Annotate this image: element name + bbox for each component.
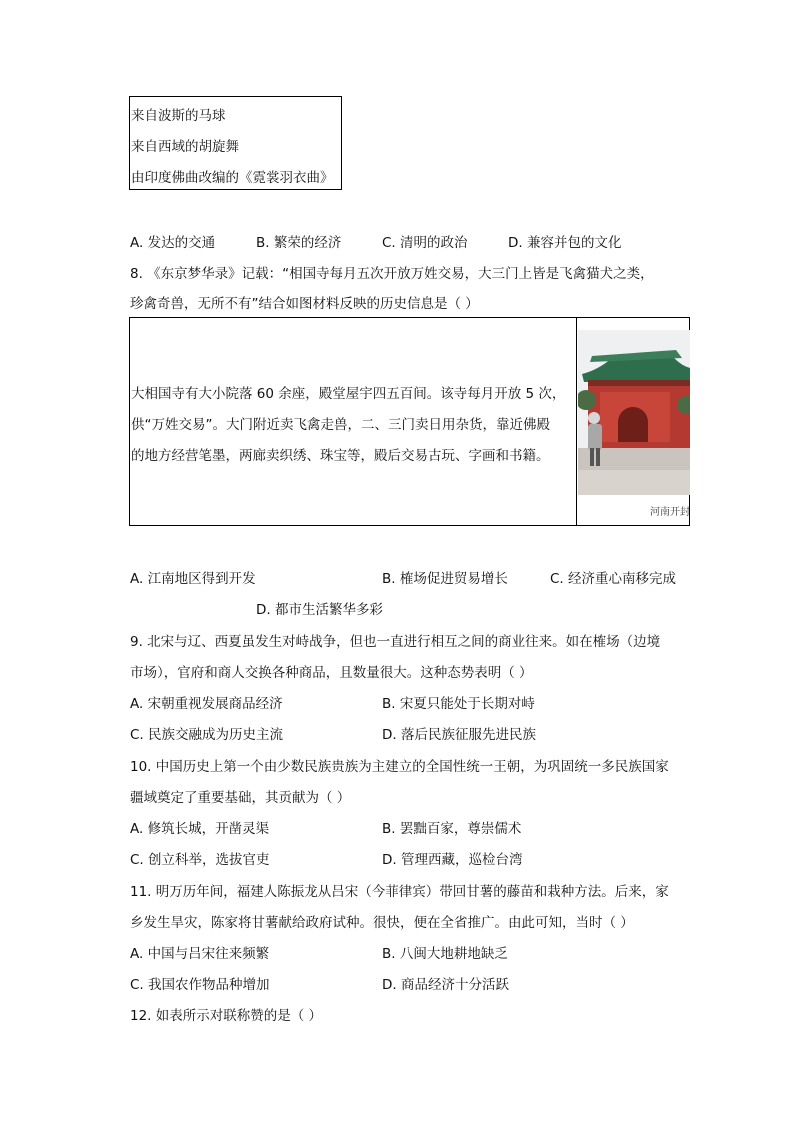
q7-option-c[interactable]: C. 清明的政治 <box>382 235 468 251</box>
q11-stem-line1: 11. 明万历年间，福建人陈振龙从吕宋（今菲律宾）带回甘薯的藤苗和栽种方法。后来，家 <box>130 884 669 900</box>
q11-stem-line2: 乡发生旱灾，陈家将甘薯献给政府试种。很快，便在全省推广。由此可知，当时（ ） <box>130 915 634 931</box>
temple-photo-image <box>578 330 690 495</box>
q11-option-a[interactable]: A. 中国与吕宋往来频繁 <box>130 946 270 962</box>
q10-option-c[interactable]: C. 创立科举，选拔官吏 <box>130 852 270 868</box>
q8-option-c[interactable]: C. 经济重心南移完成 <box>550 571 677 587</box>
q7-material-line: 来自波斯的马球 <box>131 108 226 124</box>
q11-option-b[interactable]: B. 八闽大地耕地缺乏 <box>382 946 508 962</box>
q8-material-table <box>129 317 690 526</box>
temple-photo <box>578 330 690 495</box>
q8-option-a[interactable]: A. 江南地区得到开发 <box>130 571 256 587</box>
q11-option-d[interactable]: D. 商品经济十分活跃 <box>382 977 509 993</box>
q9-stem-line2: 市场），官府和商人交换各种商品，且数量很大。这种态势表明（ ） <box>130 665 533 681</box>
q8-material-line: 的地方经营笔墨，两廊卖织绣、珠宝等，殿后交易古玩、字画和书籍。 <box>131 448 550 464</box>
photo-caption: 河南开封 <box>650 507 690 518</box>
q8-option-d[interactable]: D. 都市生活繁华多彩 <box>256 602 383 618</box>
q10-stem-line1: 10. 中国历史上第一个由少数民族贵族为主建立的全国性统一王朝，为巩固统一多民族国家 <box>130 759 669 775</box>
q9-option-c[interactable]: C. 民族交融成为历史主流 <box>130 727 284 743</box>
q7-option-a[interactable]: A. 发达的交通 <box>130 235 216 251</box>
q8-stem-line1: 8. 《东京梦华录》记载：“相国寺每月五次开放万姓交易，大三门上皆是飞禽猫犬之类， <box>130 266 654 282</box>
q8-option-b[interactable]: B. 榷场促进贸易增长 <box>382 571 508 587</box>
q11-option-c[interactable]: C. 我国农作物品种增加 <box>130 977 270 993</box>
q10-option-d[interactable]: D. 管理西藏，巡检台湾 <box>382 852 523 868</box>
q9-option-b[interactable]: B. 宋夏只能处于长期对峙 <box>382 696 535 712</box>
table-divider <box>576 318 577 525</box>
q10-option-b[interactable]: B. 罢黜百家，尊崇儒术 <box>382 821 522 837</box>
q12-stem: 12. 如表所示对联称赞的是（ ） <box>130 1008 323 1024</box>
q9-option-d[interactable]: D. 落后民族征服先进民族 <box>382 727 536 743</box>
q9-stem-line1: 9. 北宋与辽、西夏虽发生对峙战争，但也一直进行相互之间的商业往来。如在榷场（边境 <box>130 634 661 650</box>
q7-option-d[interactable]: D. 兼容并包的文化 <box>508 235 622 251</box>
q7-material-line: 来自西域的胡旋舞 <box>131 139 239 155</box>
q7-material-line: 由印度佛曲改编的《霓裳羽衣曲》 <box>131 170 334 186</box>
q7-material-box <box>129 96 342 190</box>
q10-option-a[interactable]: A. 修筑长城，开凿灵渠 <box>130 821 270 837</box>
q9-option-a[interactable]: A. 宋朝重视发展商品经济 <box>130 696 283 712</box>
q8-material-line: 大相国寺有大小院落 60 余座，殿堂屋宇四五百间。该寺每月开放 5 次， <box>131 386 566 402</box>
q7-option-b[interactable]: B. 繁荣的经济 <box>256 235 342 251</box>
q8-stem-line2: 珍禽奇兽，无所不有”结合如图材料反映的历史信息是（ ） <box>130 296 479 312</box>
q10-stem-line2: 疆域奠定了重要基础，其贡献为（ ） <box>130 790 351 806</box>
q8-material-line: 供“万姓交易”。大门附近卖飞禽走兽，二、三门卖日用杂货，靠近佛殿 <box>131 417 550 433</box>
